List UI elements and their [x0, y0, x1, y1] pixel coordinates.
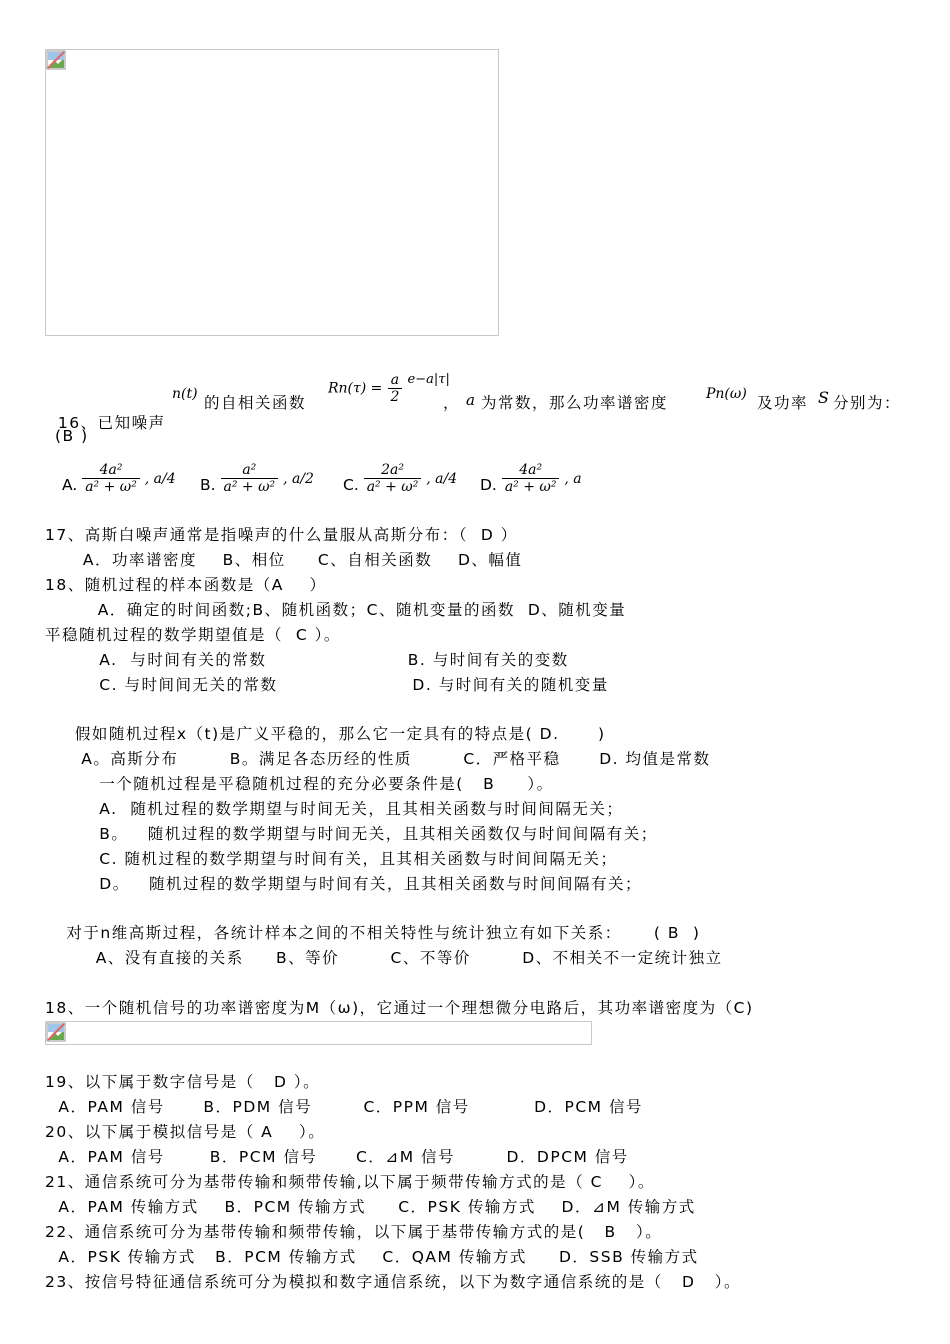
- option-b-den: a² + ω²: [223, 479, 276, 495]
- question-19: 19、以下属于数字信号是（ D ）。: [45, 1073, 321, 1091]
- option-condition-b: B。 随机过程的数学期望与时间无关，且其相关函数仅与时间间隔有关；: [80, 825, 658, 843]
- question-20-options: A．PAM 信号 B．PCM 信号 C．⊿M 信号 D．DPCM 信号: [52, 1148, 629, 1166]
- question-21: 21、通信系统可分为基带传输和频带传输,以下属于频带传输方式的是（ C ）。: [45, 1173, 655, 1191]
- question-22: 22、通信系统可分为基带传输和频带传输，以下属于基带传输方式的是( B ）。: [45, 1223, 663, 1241]
- option-d-label: D.: [480, 476, 497, 494]
- option-a-den: a² + ω²: [85, 479, 137, 495]
- broken-image-placeholder: [45, 49, 499, 336]
- option-a-second: , a/4: [144, 471, 176, 487]
- option-c-label: C.: [343, 476, 359, 494]
- question-stationary-condition: 一个随机过程是平稳随机过程的充分必要条件是( B ）。: [80, 775, 554, 793]
- question-18b: 18、一个随机信号的功率谱密度为M（ω)，它通过一个理想微分电路后，其功率谱密度为（C): [45, 999, 754, 1017]
- q16-tail1: 为常数，那么功率谱密度: [481, 394, 669, 412]
- broken-image-icon: [46, 50, 66, 70]
- question-gaussian-n-dim-options: A、没有直接的关系 B、等价 C、不等价 D、不相关不一定统计独立: [70, 949, 723, 967]
- option-condition-c: C. 随机过程的数学期望与时间有关，且其相关函数与时间间隔无关；: [80, 850, 618, 868]
- option-condition-d: D。 随机过程的数学期望与时间有关，且其相关函数与时间间隔有关；: [80, 875, 642, 893]
- question-20: 20、以下属于模拟信号是（ A ）。: [45, 1123, 326, 1141]
- q16-option-a: [62, 462, 176, 495]
- rn-exponential: e−a|τ|: [407, 372, 450, 387]
- broken-image-placeholder-2: [45, 1021, 592, 1045]
- option-c-second: , a/4: [426, 471, 458, 487]
- autocorrelation-formula: [328, 372, 450, 408]
- question-21-options: A．PAM 传输方式 B．PCM 传输方式 C．PSK 传输方式 D．⊿M 传输方式: [52, 1198, 696, 1216]
- question-18a: 18、随机过程的样本函数是（A ）: [45, 576, 327, 594]
- option-c-den: a² + ω²: [366, 479, 419, 495]
- question-17-options: A．功率谱密度 B、相位 C、自相关函数 D、幅值: [70, 551, 523, 569]
- rn-fraction: [388, 372, 403, 405]
- q16-tail3: 分别为：: [833, 394, 902, 412]
- question-wide-sense-options: A。高斯分布 B。满足各态历经的性质 C．严格平稳 D. 均值是常数: [62, 750, 711, 768]
- q16-option-b: [200, 462, 314, 495]
- option-a-num: 4a²: [82, 462, 140, 479]
- option-d-num: 4a²: [502, 462, 560, 479]
- q16-s-symbol: S: [818, 388, 829, 407]
- option-c-num: 2a²: [364, 462, 422, 479]
- question-stationary-mean: 平稳随机过程的数学期望值是（ C ）。: [45, 626, 341, 644]
- rn-numerator: a: [388, 372, 403, 389]
- question-wide-sense: 假如随机过程x（t)是广义平稳的，那么它一定具有的特点是( D. ): [62, 725, 606, 743]
- option-d-den: a² + ω²: [504, 479, 557, 495]
- q16-option-d: [480, 462, 582, 495]
- option-b-second: , a/2: [283, 471, 314, 487]
- q16-mid-text: 的自相关函数: [204, 394, 307, 412]
- question-gaussian-n-dim: 对于n维高斯过程，各统计样本之间的不相关特性与统计独立有如下关系： ( B ): [60, 924, 701, 942]
- q16-answer: (B ): [55, 427, 89, 445]
- question-17: 17、高斯白噪声通常是指噪声的什么量服从高斯分布：（ D ）: [45, 526, 518, 544]
- question-23: 23、按信号特征通信系统可分为模拟和数字通信系统，以下为数字通信系统的是（ D ）。: [45, 1273, 741, 1291]
- q16-comma: ，: [443, 394, 461, 412]
- option-b-label: B.: [200, 476, 216, 494]
- q16-pn: Pn(ω): [706, 386, 747, 402]
- rn-lhs: Rn(τ) =: [328, 380, 383, 397]
- broken-image-icon: [46, 1022, 66, 1042]
- option-b-fraction: [221, 462, 279, 495]
- rn-denominator: 2: [390, 389, 400, 405]
- option-c-fraction: [364, 462, 422, 495]
- option-d-fraction: [502, 462, 560, 495]
- q16-prefix: 16、已知噪声: [57, 414, 166, 432]
- q16-a-symbol: a: [466, 391, 475, 409]
- option-d-second: , a: [564, 471, 582, 487]
- option-a-label: A.: [62, 476, 78, 494]
- q16-option-c: [343, 462, 457, 495]
- question-stationary-mean-opt-ab: A. 与时间有关的常数 B. 与时间有关的变数: [80, 651, 569, 669]
- option-b-num: a²: [221, 462, 279, 479]
- question-19-options: A．PAM 信号 B．PDM 信号 C．PPM 信号 D．PCM 信号: [52, 1098, 643, 1116]
- q16-tail2: 及功率: [757, 394, 809, 412]
- question-22-options: A．PSK 传输方式 B．PCM 传输方式 C．QAM 传输方式 D．SSB 传输方式: [52, 1248, 699, 1266]
- option-condition-a: A. 随机过程的数学期望与时间无关，且其相关函数与时间间隔无关；: [80, 800, 624, 818]
- option-a-fraction: [82, 462, 140, 495]
- question-18a-options: A．确定的时间函数;B、随机函数；C、随机变量的函数 D、随机变量: [72, 601, 627, 619]
- question-stationary-mean-opt-cd: C. 与时间间无关的常数 D. 与时间有关的随机变量: [80, 676, 609, 694]
- q16-n-t: n(t): [172, 386, 198, 402]
